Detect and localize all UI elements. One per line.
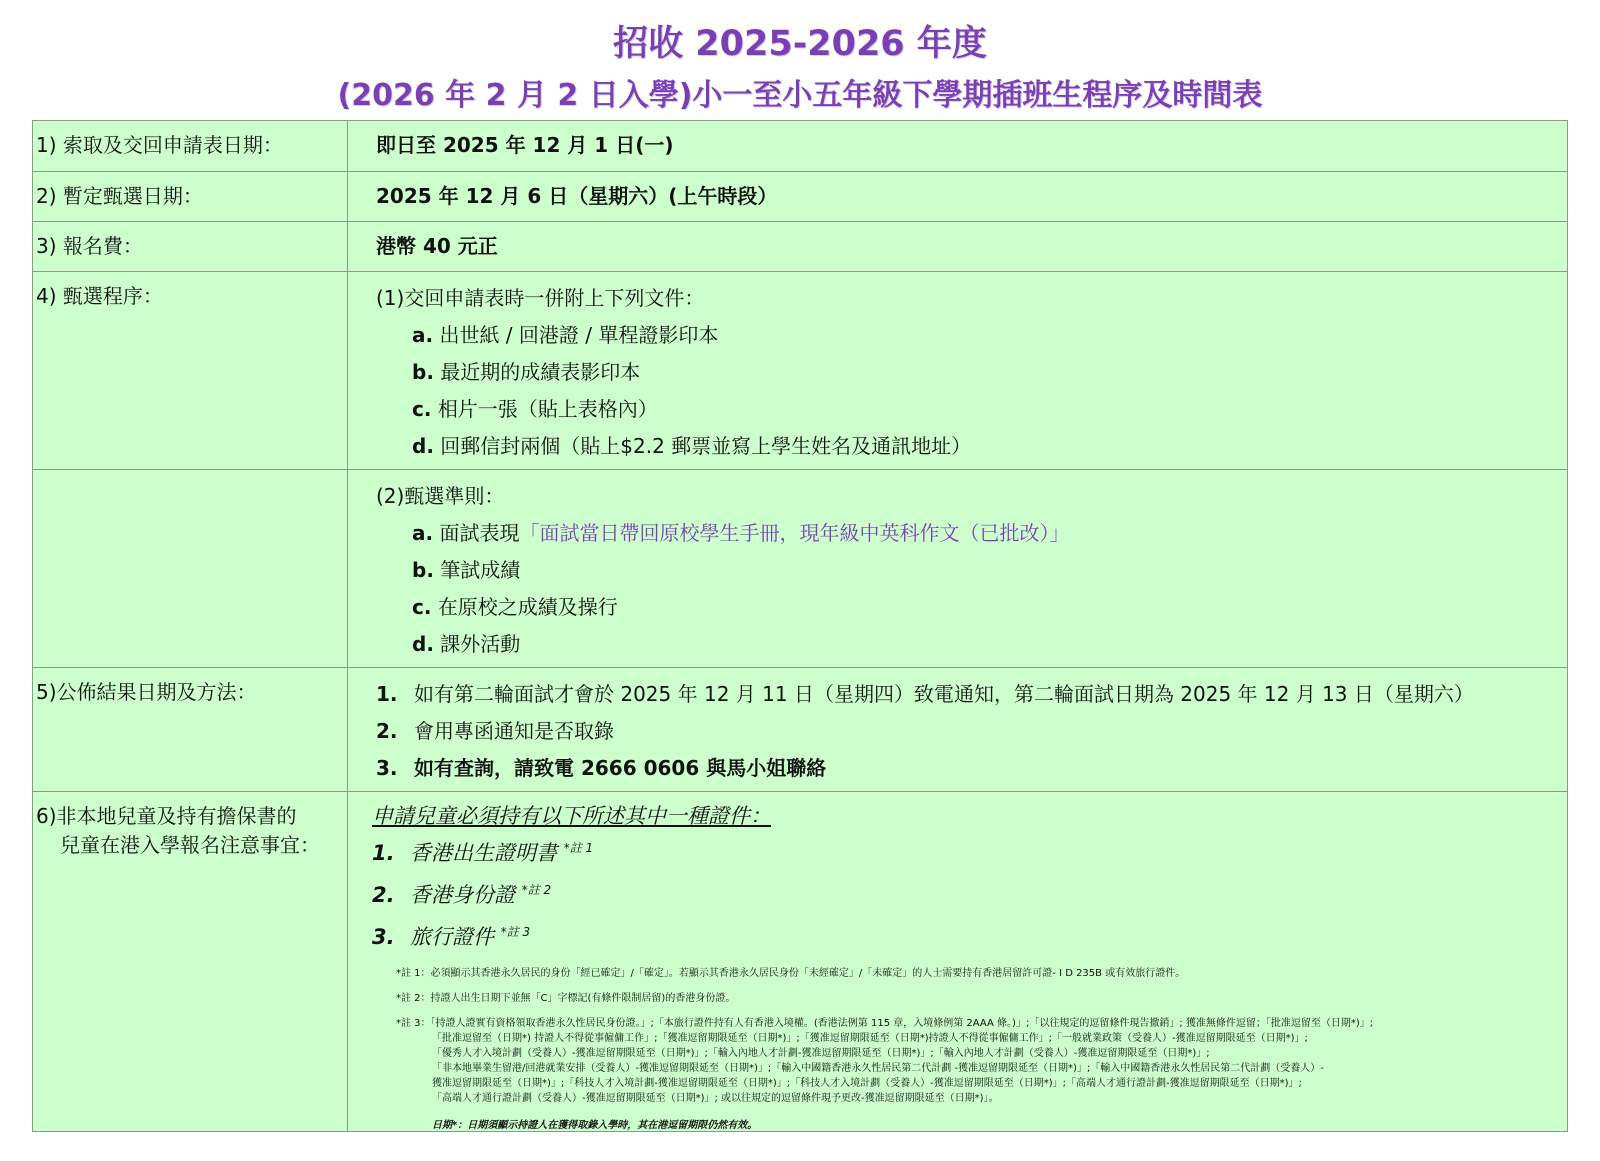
item-text: 最近期的成績表影印本 xyxy=(440,360,641,384)
item-number: 3. xyxy=(372,925,395,949)
requirement-heading: 申請兒童必須持有以下所述其中一種證件： xyxy=(372,804,771,828)
item-text: 如有查詢，請致電 2666 0606 與馬小姐聯絡 xyxy=(414,756,827,780)
list-item xyxy=(412,317,1567,354)
table-row xyxy=(33,272,1568,470)
table-row xyxy=(33,470,1568,668)
row-label: 3) 報名費： xyxy=(33,222,348,272)
table-row xyxy=(33,668,1568,792)
footnote-3-line: *註 3：「持證人證實有資格領取香港永久性居民身份證。」;「本旅行證件持有人有香港入境權。(香港法例第 115 章，入境條例第 2AAA 條。)」;「以往規定的逗留條件現告撤銷」; 獲准無條件逗留；「批准逗留至（日期*)」; xyxy=(396,1018,1374,1029)
row-value xyxy=(348,272,1568,470)
item-number: 3. xyxy=(376,756,398,780)
list-item xyxy=(412,552,1567,589)
item-text: 面試表現 xyxy=(439,521,520,545)
item-letter: a. xyxy=(412,521,434,545)
list-item xyxy=(412,626,1567,663)
row-value xyxy=(348,668,1568,792)
row-value: 即日至 2025 年 12 月 1 日(一) xyxy=(348,121,1568,172)
footnote-3-line: 「非本地畢業生留港/回港就業安排（受養人）-獲准逗留期限延至（日期*)」;「輸入中國籍香港永久性居民第二代計劃 -獲准逗留期限延至（日期*)」;「輸入中國籍香港永久性居民第二代計劃（受養人）- xyxy=(432,1063,1324,1074)
item-letter: d. xyxy=(412,632,434,656)
list-item xyxy=(412,354,1567,391)
table-row xyxy=(33,121,1568,172)
document-name: 香港身份證 xyxy=(410,883,515,907)
item-text: 筆試成績 xyxy=(440,558,521,582)
table-row xyxy=(33,222,1568,272)
page-title: 招收 2025-2026 年度 xyxy=(613,24,987,64)
row-value: 2025 年 12 月 6 日（星期六）(上午時段） xyxy=(348,172,1568,222)
item-text: 回郵信封兩個（貼上$2.2 郵票並寫上學生姓名及通訊地址） xyxy=(440,434,972,458)
item-text: 在原校之成績及操行 xyxy=(437,595,618,619)
footnote-3-line: 「高端人才通行證計劃（受養人）-獲准逗留期限延至（日期*)」; 或以往規定的逗留條件現予更改-獲准逗留期限延至（日期*)」。 xyxy=(432,1093,999,1104)
item-number: 2. xyxy=(376,719,398,743)
row-value: 港幣 40 元正 xyxy=(348,222,1568,272)
item-number: 1. xyxy=(372,841,395,865)
item-letter: b. xyxy=(412,360,434,384)
item-letter: d. xyxy=(412,434,434,458)
footnote-2: *註 2：持證人出生日期下並無「C」字標記(有條件限制居留)的香港身份證。 xyxy=(396,993,736,1004)
list-item xyxy=(376,750,1567,787)
item-text: 如有第二輪面試才會於 2025 年 12 月 11 日（星期四）致電通知，第二輪面試日期為 2025 年 12 月 13 日（星期六） xyxy=(414,682,1474,706)
table-row xyxy=(33,792,1568,1132)
footnote-ref: *註 1 xyxy=(563,841,594,855)
item-letter: c. xyxy=(412,397,432,421)
section-heading: (2)甄選準則： xyxy=(376,484,505,508)
item-text: 課外活動 xyxy=(440,632,521,656)
schedule-table xyxy=(32,120,1568,1132)
list-item xyxy=(412,391,1567,428)
footnote-3-line: 「批准逗留至（日期*) 持證人不得從事僱傭工作」;「獲准逗留期限延至（日期*)」;「獲准逗留期限延至（日期*)持證人不得從事僱傭工作」;「一般就業政策（受養人）-獲准逗留期限延至（日期*)」; xyxy=(432,1033,1308,1044)
item-letter: a. xyxy=(412,323,434,347)
row-value xyxy=(348,470,1568,668)
table-row xyxy=(33,172,1568,222)
section-heading: (1)交回申請表時一併附上下列文件： xyxy=(376,286,705,310)
row-label xyxy=(33,792,348,1132)
footnote-3-line: 獲准逗留期限延至（日期*)」;「科技人才入境計劃-獲准逗留期限延至（日期*)」;「科技人才入境計劃（受養人）-獲准逗留期限延至（日期*)」;「高端人才通行證計劃-獲准逗留期限延至（日期*)」; xyxy=(432,1078,1302,1089)
document-name: 香港出生證明書 xyxy=(410,841,557,865)
list-item xyxy=(412,589,1567,626)
date-footnote: 日期*：日期須顯示持證人在獲得取錄入學時，其在港逗留期限仍然有效。 xyxy=(432,1120,758,1131)
row-label: 5)公佈結果日期及方法： xyxy=(33,668,348,792)
row-label: 4) 甄選程序： xyxy=(33,272,348,470)
row-label-line: 兒童在港入學報名注意事宜： xyxy=(60,833,320,857)
row-label: 2) 暫定甄選日期： xyxy=(33,172,348,222)
list-item xyxy=(412,515,1567,552)
row-label xyxy=(33,470,348,668)
item-text: 會用專函通知是否取錄 xyxy=(414,719,614,743)
document-item xyxy=(372,830,1567,872)
item-text: 相片一張（貼上表格內） xyxy=(437,397,658,421)
document-item xyxy=(372,872,1567,914)
list-item xyxy=(376,676,1567,713)
footnote-3-line: 「優秀人才入境計劃（受養人）-獲准逗留期限延至（日期*)」;「輸入內地人才計劃-獲准逗留期限延至（日期*)」;「輸入內地人才計劃（受養人）-獲准逗留期限延至（日期*)」; xyxy=(432,1048,1210,1059)
list-item xyxy=(412,428,1567,465)
document-name: 旅行證件 xyxy=(410,925,494,949)
row-label: 1) 索取及交回申請表日期： xyxy=(33,121,348,172)
page-subtitle: (2026 年 2 月 2 日入學)小一至小五年級下學期插班生程序及時間表 xyxy=(337,78,1263,113)
footnote-ref: *註 3 xyxy=(500,925,531,939)
document-item xyxy=(372,914,1567,956)
list-item xyxy=(376,713,1567,750)
item-number: 1. xyxy=(376,682,398,706)
item-note: 「面試當日帶回原校學生手冊，現年級中英科作文（已批改）」 xyxy=(519,521,1070,545)
item-letter: c. xyxy=(412,595,432,619)
item-number: 2. xyxy=(372,883,395,907)
item-text: 出世紙 / 回港證 / 單程證影印本 xyxy=(439,323,719,347)
row-label-line: 6)非本地兒童及持有擔保書的 xyxy=(36,804,297,828)
item-letter: b. xyxy=(412,558,434,582)
row-value xyxy=(348,792,1568,1132)
footnote-1: *註 1：必須顯示其香港永久居民的身份「經已確定」/「確定」。若顯示其香港永久居民身份「未經確定」/「未確定」的人士需要持有香港居留許可證- I D 235B 或有效旅行證件。 xyxy=(396,968,1186,979)
footnote-ref: *註 2 xyxy=(521,883,552,897)
